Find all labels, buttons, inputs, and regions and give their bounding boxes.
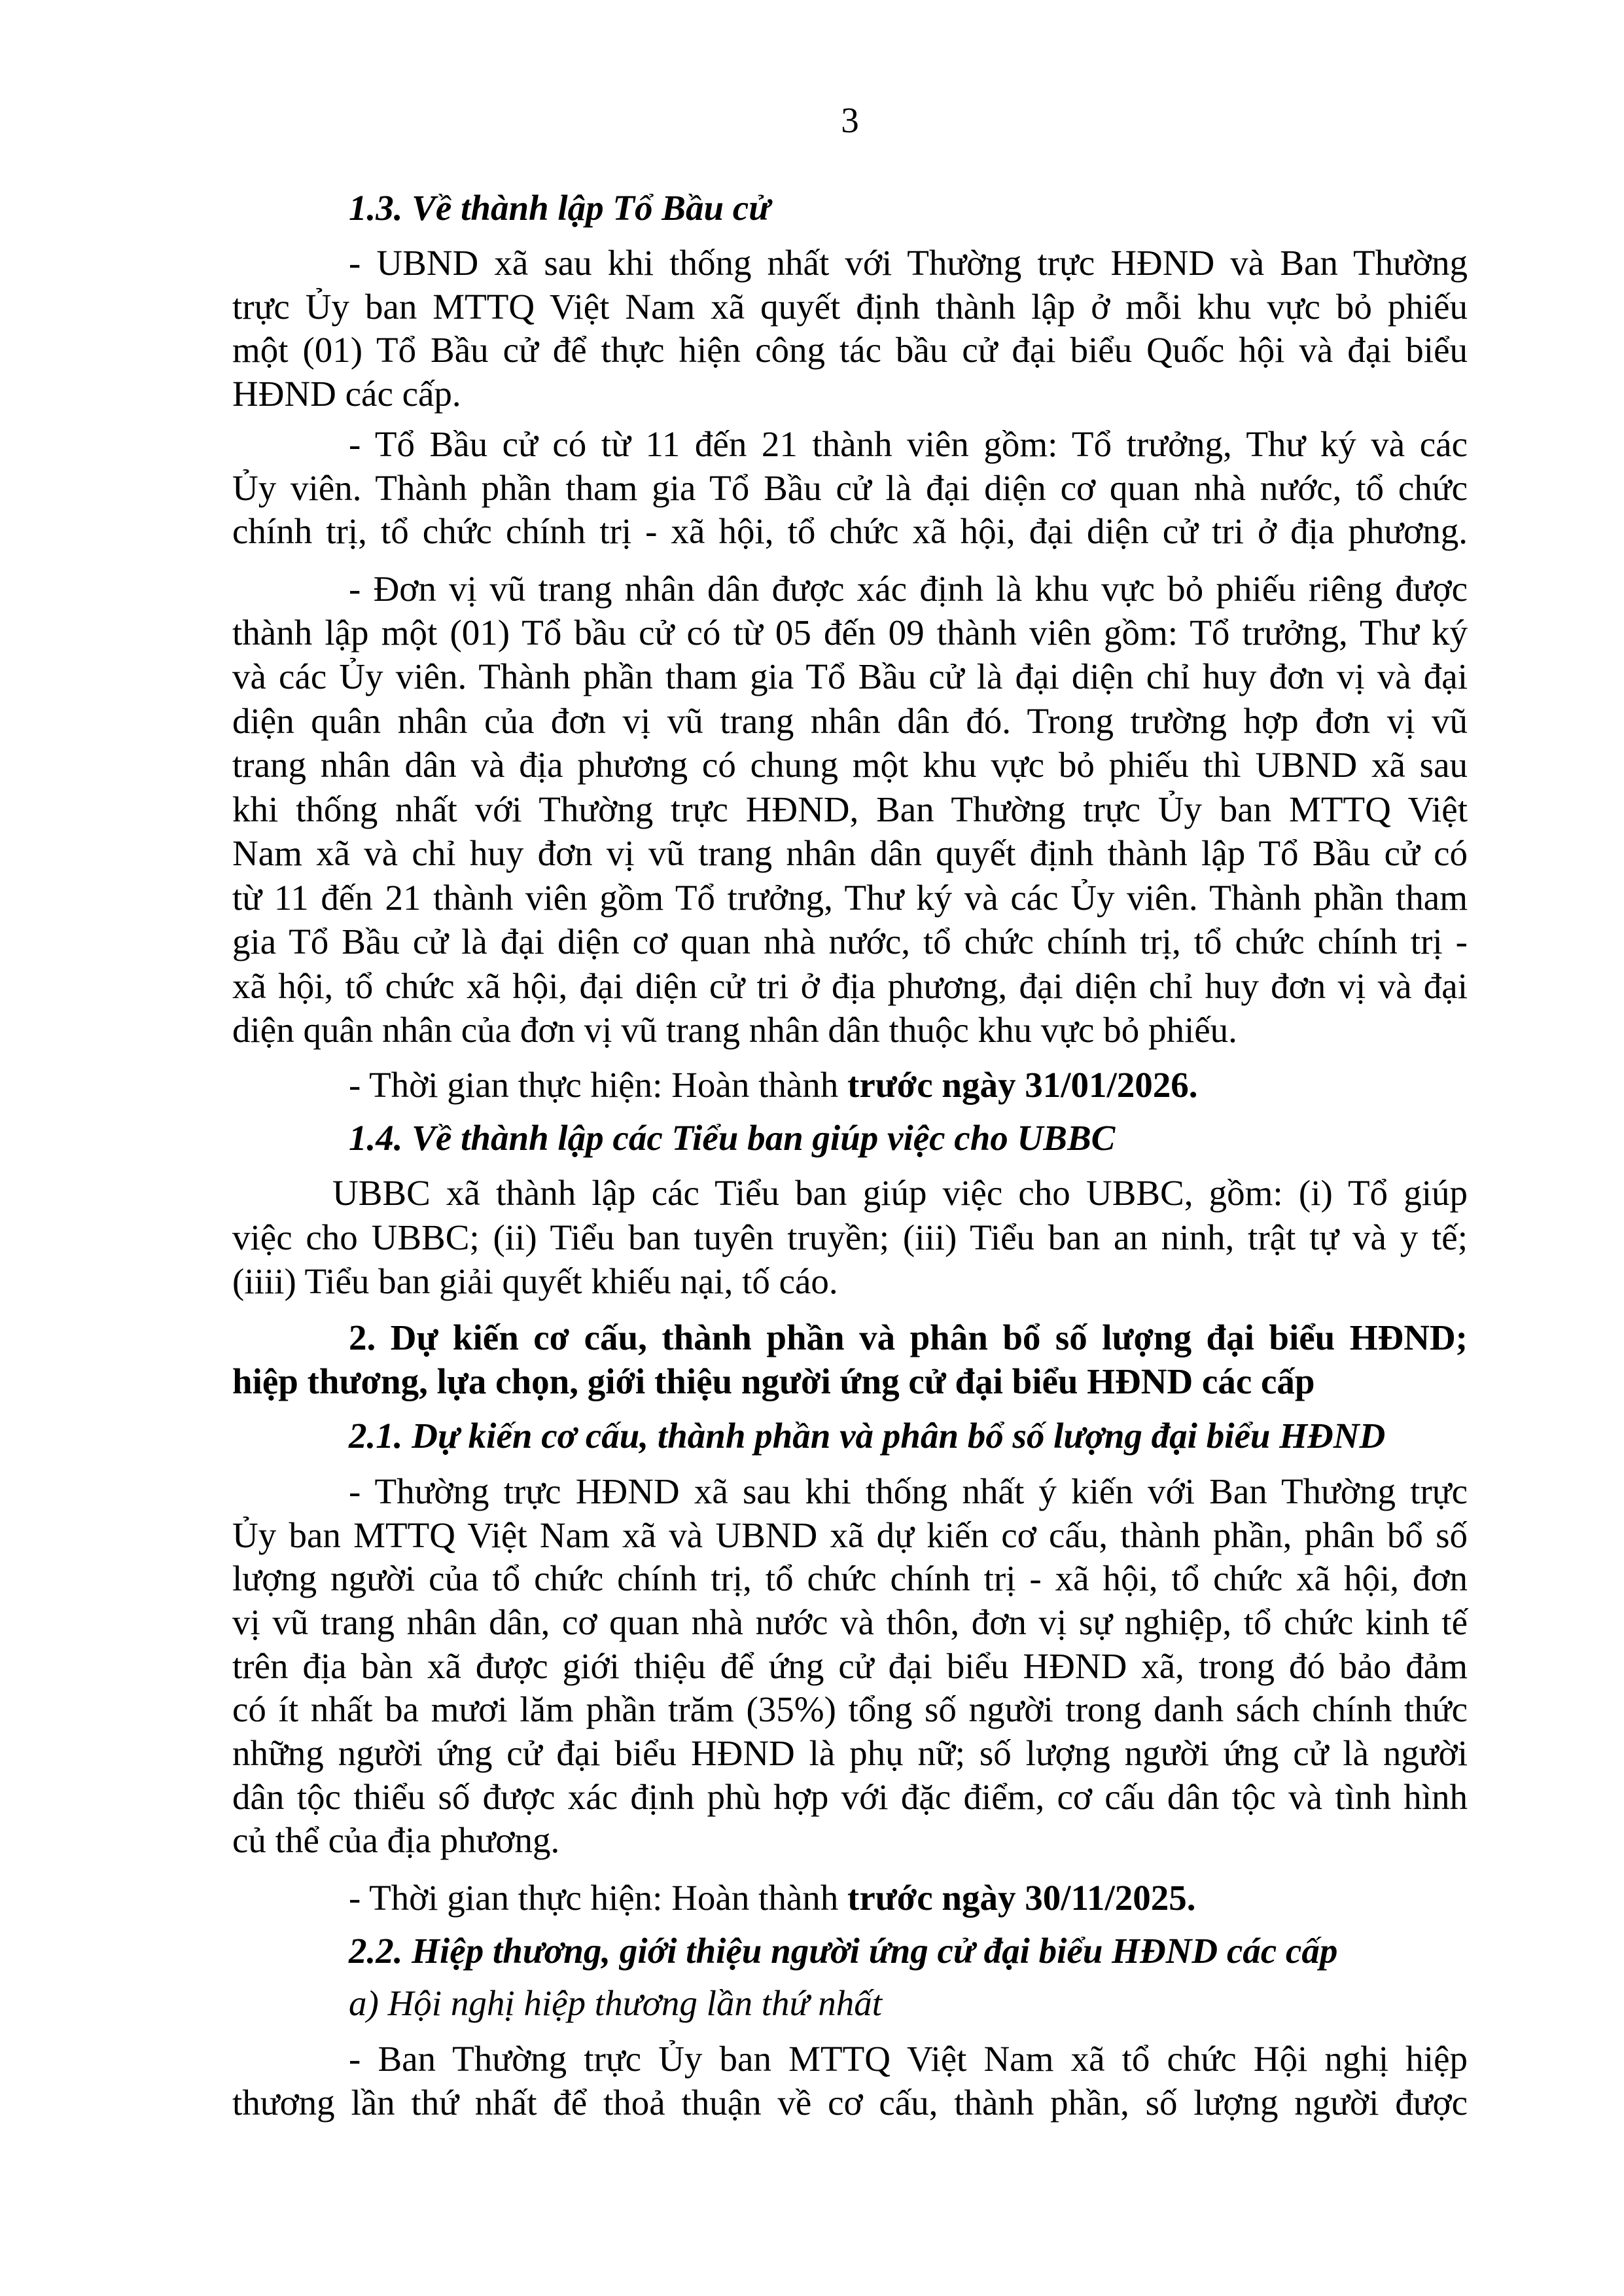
section-2-1-para-1-line: những người ứng cử đại biểu HĐND là phụ nữ; số lượng người ứng cử là người xyxy=(232,1733,1468,1773)
section-1-4-heading: 1.4. Về thành lập các Tiểu ban giúp việc cho UBBC xyxy=(349,1118,1116,1158)
section-2-1-para-1-line: vị vũ trang nhân dân, cơ quan nhà nước và thôn, đơn vị sự nghiệp, tổ chức kinh tế xyxy=(232,1602,1468,1642)
page-number: 3 xyxy=(841,100,859,140)
section-1-4-para-1-line: (iiii) Tiểu ban giải quyết khiếu nại, tố cáo. xyxy=(232,1261,838,1301)
section-1-3-para-3-line: thành lập một (01) Tổ bầu cử có từ 05 đến 09 thành viên gồm: Tổ trưởng, Thư ký xyxy=(232,613,1468,653)
section-2-1-para-1-line: - Thường trực HĐND xã sau khi thống nhất ý kiến với Ban Thường trực xyxy=(349,1471,1468,1511)
section-1-3-para-3-line: diện quân nhân của đơn vị vũ trang nhân dân thuộc khu vực bỏ phiếu. xyxy=(232,1010,1237,1050)
deadline-label: - Thời gian thực hiện: Hoàn thành xyxy=(349,1065,848,1105)
section-1-3-para-2-line: Ủy viên. Thành phần tham gia Tổ Bầu cử là đại diện cơ quan nhà nước, tổ chức xyxy=(232,468,1468,508)
section-2-2-heading: 2.2. Hiệp thương, giới thiệu người ứng cử đại biểu HĐND các cấp xyxy=(349,1931,1338,1971)
section-1-3-deadline xyxy=(349,1064,1468,1107)
section-1-3-para-3-line: Nam xã và chỉ huy đơn vị vũ trang nhân dân quyết định thành lập Tổ Bầu cử có xyxy=(232,833,1468,873)
section-1-4-para-1-line: UBBC xã thành lập các Tiểu ban giúp việc cho UBBC, gồm: (i) Tổ giúp xyxy=(332,1173,1468,1213)
section-2-1-para-1-line: lượng người của tổ chức chính trị, tổ chức chính trị - xã hội, tổ chức xã hội, đơn xyxy=(232,1558,1468,1598)
deadline-label: - Thời gian thực hiện: Hoàn thành xyxy=(349,1878,848,1918)
section-2-1-para-1-line: Ủy ban MTTQ Việt Nam xã và UBND xã dự kiến cơ cấu, thành phần, phân bổ số xyxy=(232,1515,1468,1555)
section-1-3-para-3-line: khi thống nhất với Thường trực HĐND, Ban Thường trực Ủy ban MTTQ Việt xyxy=(232,789,1468,829)
section-1-3-para-2-line: chính trị, tổ chức chính trị - xã hội, tổ chức xã hội, đại diện cử tri ở địa phương. xyxy=(232,511,1468,551)
section-2-1-para-1-line: dân tộc thiểu số được xác định phù hợp với đặc điểm, cơ cấu dân tộc và tình hình xyxy=(232,1777,1468,1817)
section-1-3-para-3-line: trang nhân dân và địa phương có chung một khu vực bỏ phiếu thì UBND xã sau xyxy=(232,745,1468,785)
section-1-3-para-2-line: - Tổ Bầu cử có từ 11 đến 21 thành viên gồm: Tổ trưởng, Thư ký và các xyxy=(349,424,1468,464)
section-2-1-deadline xyxy=(349,1876,1468,1920)
section-1-3-heading: 1.3. Về thành lập Tổ Bầu cử xyxy=(349,188,771,228)
section-2-1-para-1-line: có ít nhất ba mươi lăm phần trăm (35%) tổng số người trong danh sách chính thức xyxy=(232,1689,1468,1729)
section-1-3-para-3-line: từ 11 đến 21 thành viên gồm Tổ trưởng, Thư ký và các Ủy viên. Thành phần tham xyxy=(232,878,1468,918)
section-1-3-para-3-line: xã hội, tổ chức xã hội, đại diện cử tri ở địa phương, đại diện chỉ huy đơn vị và đại xyxy=(232,966,1468,1006)
section-1-3-para-1-line: - UBND xã sau khi thống nhất với Thường trực HĐND và Ban Thường xyxy=(349,243,1468,283)
section-2-1-para-1-line: trên địa bàn xã được giới thiệu để ứng cử đại biểu HĐND xã, trong đó bảo đảm xyxy=(232,1646,1468,1686)
section-1-3-para-3-line: diện quân nhân của đơn vị vũ trang nhân dân đó. Trong trường hợp đơn vị vũ xyxy=(232,701,1468,741)
deadline-date: trước ngày 30/11/2025. xyxy=(847,1878,1196,1918)
section-2-2-a-heading: a) Hội nghị hiệp thương lần thứ nhất xyxy=(349,1983,883,2023)
section-2-heading-line: hiệp thương, lựa chọn, giới thiệu người ứng cử đại biểu HĐND các cấp xyxy=(232,1361,1315,1401)
section-1-3-para-3-line: gia Tổ Bầu cử là đại diện cơ quan nhà nước, tổ chức chính trị, tổ chức chính trị - xyxy=(232,922,1468,961)
section-1-4-para-1-line: việc cho UBBC; (ii) Tiểu ban tuyên truyền; (iii) Tiểu ban an ninh, trật tự và y tế; xyxy=(232,1217,1468,1257)
section-1-3-para-1-line: một (01) Tổ Bầu cử để thực hiện công tác bầu cử đại biểu Quốc hội và đại biểu xyxy=(232,330,1468,370)
section-1-3-para-3-line: và các Ủy viên. Thành phần tham gia Tổ Bầu cử là đại diện chỉ huy đơn vị và đại xyxy=(232,656,1468,696)
section-2-1-para-1-line: củ thể của địa phương. xyxy=(232,1820,560,1860)
section-1-3-para-1-line: trực Ủy ban MTTQ Việt Nam xã quyết định thành lập ở mỗi khu vực bỏ phiếu xyxy=(232,287,1468,327)
section-2-2-a-para-1-line: - Ban Thường trực Ủy ban MTTQ Việt Nam xã tổ chức Hội nghị hiệp xyxy=(349,2039,1468,2079)
section-2-heading-line: 2. Dự kiến cơ cấu, thành phần và phân bổ số lượng đại biểu HĐND; xyxy=(349,1318,1468,1357)
section-1-3-para-3-line: - Đơn vị vũ trang nhân dân được xác định là khu vực bỏ phiếu riêng được xyxy=(349,569,1468,609)
section-2-2-a-para-1-line: thương lần thứ nhất để thoả thuận về cơ cấu, thành phần, số lượng người được xyxy=(232,2083,1468,2123)
section-1-3-para-1-line: HĐND các cấp. xyxy=(232,374,461,414)
section-2-1-heading: 2.1. Dự kiến cơ cấu, thành phần và phân bổ số lượng đại biểu HĐND xyxy=(349,1416,1386,1456)
deadline-date: trước ngày 31/01/2026. xyxy=(847,1065,1198,1105)
